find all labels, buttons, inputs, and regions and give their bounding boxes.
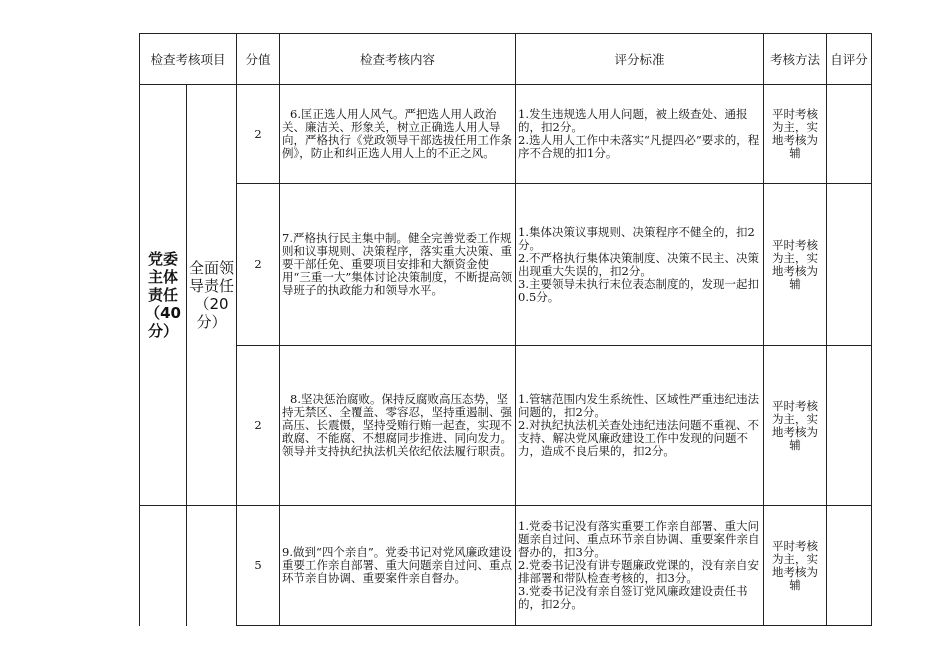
table-row xyxy=(140,506,872,626)
row-score: 5 xyxy=(237,506,280,626)
row-self-score-cell[interactable] xyxy=(827,346,872,506)
group-level1-empty xyxy=(140,506,187,626)
row-score: 2 xyxy=(237,85,280,184)
row-score: 2 xyxy=(237,184,280,346)
header-content: 检查考核内容 xyxy=(280,34,516,85)
row-content: 9.做到“四个亲自”。党委书记对党风廉政建设重要工作亲自部署、重大问题亲自过问、重点环节亲自协调、重要案件亲自督办。 xyxy=(280,506,516,626)
row-self-score-cell[interactable] xyxy=(827,184,872,346)
row-standard: 1.管辖范围内发生系统性、区域性严重违纪违法问题的，扣2分。 2.对执纪执法机关查处违纪违法问题不重视、不支持、解决党风廉政建设工作中发现的问题不力，造成不良后果的，扣2分。 xyxy=(516,346,764,506)
table-row xyxy=(140,85,872,184)
header-row xyxy=(140,34,872,85)
row-content: 6.匡正选人用人风气。严把选人用人政治关、廉洁关、形象关，树立正确选人用人导向，严格执行《党政领导干部选拔任用工作条例》，防止和纠正选人用人上的不正之风。 xyxy=(280,85,516,184)
table-row xyxy=(140,184,872,346)
row-content: 7.严格执行民主集中制。健全完善党委工作规则和议事规则、决策程序，落实重大决策、重要干部任免、重要项目安排和大额资金使用“三重一大”集体讨论决策制度，不断提高领导班子的执政能力和领导水平。 xyxy=(280,184,516,346)
header-score: 分值 xyxy=(237,34,280,85)
row-self-score-cell[interactable] xyxy=(827,506,872,626)
group-level1: 党委主体责任（40分） xyxy=(140,85,187,506)
row-standard: 1.发生违规选人用人问题，被上级查处、通报的，扣2分。 2.选人用人工作中未落实“凡提四必”要求的，程序不合规的扣1分。 xyxy=(516,85,764,184)
assessment-table xyxy=(139,33,872,626)
row-self-score-cell[interactable] xyxy=(827,85,872,184)
header-method: 考核方法 xyxy=(764,34,827,85)
row-score: 2 xyxy=(237,346,280,506)
row-standard: 1.集体决策议事规则、决策程序不健全的，扣2分。 2.不严格执行集体决策制度、决策不民主、决策出现重大失误的，扣2分。 3.主要领导未执行末位表态制度的，发现一起扣0.5分。 xyxy=(516,184,764,346)
header-standard: 评分标准 xyxy=(516,34,764,85)
group-level2: 全面领导责任（20分） xyxy=(187,85,237,506)
header-self-score: 自评分 xyxy=(827,34,872,85)
row-content: 8.坚决惩治腐败。保持反腐败高压态势，坚持无禁区、全覆盖、零容忍，坚持重遏制、强高压、长震慑，坚持受贿行贿一起查，实现不敢腐、不能腐、不想腐同步推进、同向发力。领导并支持执纪执法机关依纪依法履行职责。 xyxy=(280,346,516,506)
row-method: 平时考核为主，实地考核为辅 xyxy=(764,346,827,506)
row-method: 平时考核为主，实地考核为辅 xyxy=(764,184,827,346)
row-standard: 1.党委书记没有落实重要工作亲自部署、重大问题亲自过问、重点环节亲自协调、重要案件亲自督办的，扣3分。 2.党委书记没有讲专题廉政党课的，没有亲自安排部署和带队检查考核的，扣3分。 3.党委书记没有亲自签订党风廉政建设责任书的，扣2分。 xyxy=(516,506,764,626)
row-method: 平时考核为主，实地考核为辅 xyxy=(764,85,827,184)
row-method: 平时考核为主，实地考核为辅 xyxy=(764,506,827,626)
group-level2-empty xyxy=(187,506,237,626)
table-row xyxy=(140,346,872,506)
header-item: 检查考核项目 xyxy=(140,34,237,85)
